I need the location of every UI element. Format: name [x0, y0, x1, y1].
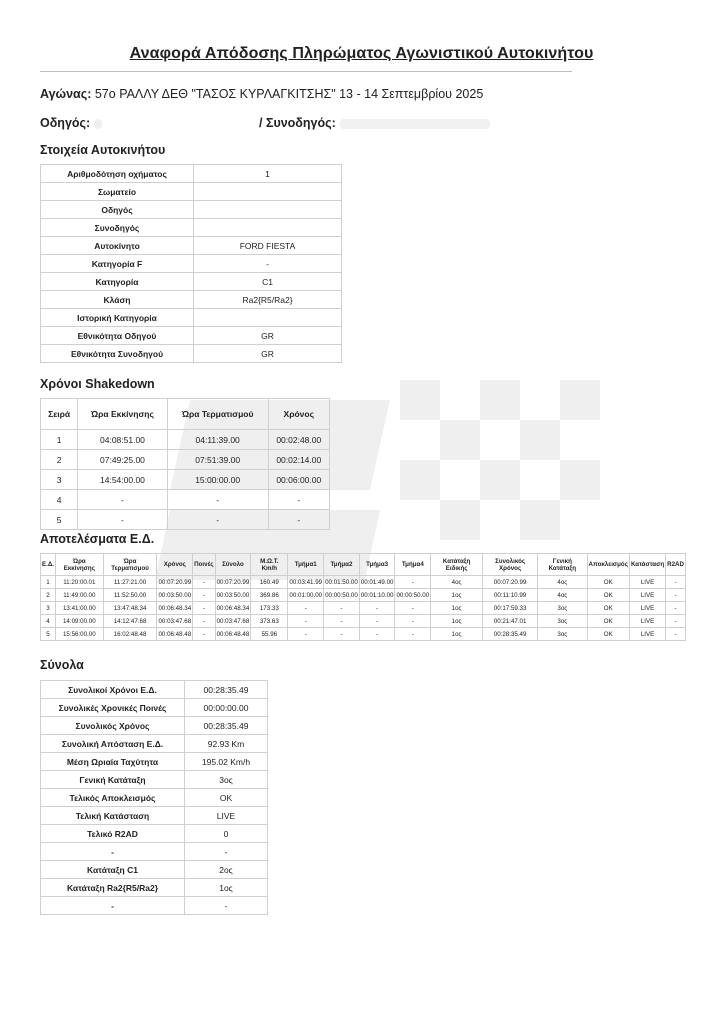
totals-row: [41, 843, 268, 861]
totals-label: Συνολικοί Χρόνοι Ε.Δ.: [41, 681, 185, 699]
crew-line: [40, 116, 600, 134]
totals-label: Μέση Ωριαία Ταχύτητα: [41, 753, 185, 771]
car-field-label: Κλάση: [41, 291, 194, 309]
car-row: [41, 183, 342, 201]
totals-value: 1ος: [185, 879, 268, 897]
car-field-value: Ra2{R5/Ra2}: [194, 291, 342, 309]
shakedown-cell: -: [167, 510, 268, 530]
shakedown-cell: 00:02:48.00: [268, 430, 329, 450]
table-row: [41, 470, 330, 490]
results-cell: 00:06:48.34: [157, 602, 193, 615]
results-cell: 1ος: [431, 615, 483, 628]
results-cell: -: [359, 628, 395, 641]
results-cell: 00:11:10.99: [483, 589, 538, 602]
results-cell: -: [193, 576, 215, 589]
driver-name-redacted: [94, 119, 102, 129]
car-field-value: GR: [194, 327, 342, 345]
results-cell: 00:07:20.99: [215, 576, 251, 589]
results-cell: -: [395, 628, 431, 641]
results-cell: 00:01:00.00: [288, 589, 324, 602]
results-cell: 1ος: [431, 602, 483, 615]
codriver-name-redacted: [340, 119, 490, 129]
results-cell: -: [395, 602, 431, 615]
results-cell: -: [193, 615, 215, 628]
results-cell: -: [324, 602, 360, 615]
results-cell: 00:03:50.00: [215, 589, 251, 602]
results-cell: 00:03:47.68: [157, 615, 193, 628]
results-cell: OK: [587, 589, 629, 602]
results-cell: -: [193, 602, 215, 615]
car-section-title: Στοιχεία Αυτοκινήτου: [40, 143, 166, 157]
car-row: [41, 165, 342, 183]
totals-label: Συνολικές Χρονικές Ποινές: [41, 699, 185, 717]
results-header: R2AD: [666, 554, 686, 576]
results-cell: -: [666, 589, 686, 602]
results-cell: OK: [587, 628, 629, 641]
car-field-value: C1: [194, 273, 342, 291]
totals-label: Τελικό R2AD: [41, 825, 185, 843]
shakedown-header: Ώρα Τερματισμού: [167, 399, 268, 430]
results-cell: 00:06:48.48: [157, 628, 193, 641]
results-cell: 00:17:59.33: [483, 602, 538, 615]
results-header: Αποκλεισμός: [587, 554, 629, 576]
car-field-value: [194, 309, 342, 327]
totals-row: [41, 699, 268, 717]
totals-value: 00:28:35.49: [185, 717, 268, 735]
results-header: Ώρα Τερματισμού: [103, 554, 157, 576]
results-cell: -: [288, 615, 324, 628]
results-cell: 14:09:00.00: [56, 615, 104, 628]
shakedown-cell: 07:49:25.00: [78, 450, 168, 470]
results-cell: 11:27:21.00: [103, 576, 157, 589]
shakedown-cell: 00:06:00.00: [268, 470, 329, 490]
car-field-label: Συνοδηγός: [41, 219, 194, 237]
results-cell: 00:00:50.00: [324, 589, 360, 602]
totals-row: [41, 825, 268, 843]
results-cell: LIVE: [629, 576, 665, 589]
totals-value: -: [185, 897, 268, 915]
car-row: [41, 237, 342, 255]
totals-row: [41, 771, 268, 789]
totals-label: Συνολικός Χρόνος: [41, 717, 185, 735]
results-cell: 1: [41, 576, 56, 589]
results-header: Ε.Δ.: [41, 554, 56, 576]
totals-row: [41, 861, 268, 879]
results-section-title: Αποτελέσματα Ε.Δ.: [40, 532, 155, 546]
table-row: [41, 576, 686, 589]
car-field-label: Εθνικότητα Συνοδηγού: [41, 345, 194, 363]
results-cell: 00:21:47.01: [483, 615, 538, 628]
results-cell: OK: [587, 576, 629, 589]
event-line: [40, 87, 483, 101]
car-field-value: FORD FIESTA: [194, 237, 342, 255]
results-cell: -: [193, 628, 215, 641]
results-cell: 55.96: [251, 628, 288, 641]
results-cell: -: [324, 628, 360, 641]
totals-row: [41, 897, 268, 915]
results-cell: 5: [41, 628, 56, 641]
table-row: [41, 450, 330, 470]
results-header: Συνολικός Χρόνος: [483, 554, 538, 576]
car-field-value: [194, 219, 342, 237]
shakedown-cell: 4: [41, 490, 78, 510]
results-cell: 15:56:00.00: [56, 628, 104, 641]
results-cell: 00:01:50.00: [324, 576, 360, 589]
results-cell: 3ος: [538, 615, 587, 628]
results-header-row: [41, 554, 686, 576]
totals-row: [41, 681, 268, 699]
totals-value: 2ος: [185, 861, 268, 879]
totals-value: -: [185, 843, 268, 861]
results-cell: -: [324, 615, 360, 628]
shakedown-table: [40, 398, 330, 530]
shakedown-cell: 00:02:14.00: [268, 450, 329, 470]
results-cell: 160.49: [251, 576, 288, 589]
results-cell: 14:12:47.68: [103, 615, 157, 628]
results-cell: -: [666, 628, 686, 641]
results-cell: 00:03:50.00: [157, 589, 193, 602]
results-cell: OK: [587, 615, 629, 628]
totals-value: 92.93 Km: [185, 735, 268, 753]
results-cell: 11:49:00.00: [56, 589, 104, 602]
results-cell: 373.63: [251, 615, 288, 628]
totals-label: Τελικός Αποκλεισμός: [41, 789, 185, 807]
shakedown-cell: 04:08:51.00: [78, 430, 168, 450]
results-cell: -: [395, 615, 431, 628]
car-row: [41, 219, 342, 237]
shakedown-section-title: Χρόνοι Shakedown: [40, 377, 155, 391]
results-cell: -: [666, 602, 686, 615]
results-cell: 4ος: [538, 589, 587, 602]
results-header: Κατάταξη Ειδικής: [431, 554, 483, 576]
shakedown-cell: 04:11:39.00: [167, 430, 268, 450]
totals-label: Κατάταξη C1: [41, 861, 185, 879]
car-field-label: Αριθμοδότηση οχήματος: [41, 165, 194, 183]
results-cell: -: [666, 576, 686, 589]
totals-row: [41, 789, 268, 807]
results-cell: -: [193, 589, 215, 602]
results-header: Κατάσταση: [629, 554, 665, 576]
car-field-value: -: [194, 255, 342, 273]
totals-section-title: Σύνολα: [40, 658, 84, 672]
car-field-label: Κατηγορία F: [41, 255, 194, 273]
car-row: [41, 327, 342, 345]
car-field-value: GR: [194, 345, 342, 363]
shakedown-header: Σειρά: [41, 399, 78, 430]
results-cell: -: [359, 602, 395, 615]
totals-row: [41, 753, 268, 771]
car-field-value: 1: [194, 165, 342, 183]
results-cell: 16:02:48.48: [103, 628, 157, 641]
driver-label: Οδηγός:: [40, 116, 91, 130]
results-cell: 11:20:00.01: [56, 576, 104, 589]
results-cell: 4: [41, 615, 56, 628]
results-cell: 00:00:50.00: [395, 589, 431, 602]
shakedown-header-row: [41, 399, 330, 430]
shakedown-header: Χρόνος: [268, 399, 329, 430]
results-cell: OK: [587, 602, 629, 615]
results-header: Ώρα Εκκίνησης: [56, 554, 104, 576]
car-details-table: [40, 164, 342, 363]
table-row: [41, 510, 330, 530]
car-row: [41, 309, 342, 327]
results-header: Τμήμα1: [288, 554, 324, 576]
results-header: Χρόνος: [157, 554, 193, 576]
results-cell: -: [288, 628, 324, 641]
results-header: Τμήμα4: [395, 554, 431, 576]
car-field-label: Οδηγός: [41, 201, 194, 219]
results-cell: 00:01:10.00: [359, 589, 395, 602]
table-row: [41, 602, 686, 615]
table-row: [41, 615, 686, 628]
results-cell: 1ος: [431, 628, 483, 641]
results-header: Γενική Κατάταξη: [538, 554, 587, 576]
title-divider: [40, 71, 572, 72]
codriver-label: / Συνοδηγός:: [259, 116, 336, 130]
shakedown-cell: 1: [41, 430, 78, 450]
car-row: [41, 345, 342, 363]
results-cell: 00:03:47.68: [215, 615, 251, 628]
shakedown-cell: 5: [41, 510, 78, 530]
results-cell: 00:07:20.99: [157, 576, 193, 589]
results-cell: 00:03:41.99: [288, 576, 324, 589]
shakedown-cell: 2: [41, 450, 78, 470]
totals-value: 00:00:00.00: [185, 699, 268, 717]
results-header: Τμήμα2: [324, 554, 360, 576]
table-row: [41, 628, 686, 641]
results-cell: 1ος: [431, 589, 483, 602]
car-row: [41, 273, 342, 291]
results-cell: LIVE: [629, 589, 665, 602]
car-field-value: [194, 201, 342, 219]
car-field-label: Σωματείο: [41, 183, 194, 201]
results-cell: LIVE: [629, 628, 665, 641]
results-cell: 173.33: [251, 602, 288, 615]
results-cell: 3ος: [538, 628, 587, 641]
totals-label: -: [41, 897, 185, 915]
table-row: [41, 490, 330, 510]
results-cell: LIVE: [629, 602, 665, 615]
results-cell: 13:41:00.00: [56, 602, 104, 615]
results-cell: -: [666, 615, 686, 628]
results-header: Ποινές: [193, 554, 215, 576]
results-cell: 00:28:35.49: [483, 628, 538, 641]
results-cell: 00:06:48.34: [215, 602, 251, 615]
table-row: [41, 430, 330, 450]
car-row: [41, 201, 342, 219]
results-cell: 4ος: [431, 576, 483, 589]
results-header: Τμήμα3: [359, 554, 395, 576]
totals-label: Γενική Κατάταξη: [41, 771, 185, 789]
results-header: Σύνολο: [215, 554, 251, 576]
totals-value: OK: [185, 789, 268, 807]
car-field-value: [194, 183, 342, 201]
shakedown-cell: -: [268, 490, 329, 510]
results-header: Μ.Ω.Τ. Km/h: [251, 554, 288, 576]
car-field-label: Κατηγορία: [41, 273, 194, 291]
totals-value: LIVE: [185, 807, 268, 825]
results-cell: 3ος: [538, 602, 587, 615]
totals-row: [41, 879, 268, 897]
totals-label: -: [41, 843, 185, 861]
shakedown-header: Ώρα Εκκίνησης: [78, 399, 168, 430]
shakedown-cell: 14:54:00.00: [78, 470, 168, 490]
totals-label: Κατάταξη Ra2{R5/Ra2}: [41, 879, 185, 897]
event-label: Αγώνας:: [40, 87, 92, 101]
shakedown-cell: -: [268, 510, 329, 530]
results-cell: -: [359, 615, 395, 628]
totals-value: 00:28:35.49: [185, 681, 268, 699]
totals-table: [40, 680, 268, 915]
results-cell: 13:47:48.34: [103, 602, 157, 615]
totals-value: 3ος: [185, 771, 268, 789]
results-cell: 00:06:48.48: [215, 628, 251, 641]
car-field-label: Εθνικότητα Οδηγού: [41, 327, 194, 345]
shakedown-cell: 15:00:00.00: [167, 470, 268, 490]
car-row: [41, 255, 342, 273]
car-field-label: Αυτοκίνητο: [41, 237, 194, 255]
totals-row: [41, 735, 268, 753]
results-cell: 11:52:50.00: [103, 589, 157, 602]
totals-value: 195.02 Km/h: [185, 753, 268, 771]
results-cell: 369.86: [251, 589, 288, 602]
car-row: [41, 291, 342, 309]
totals-label: Συνολική Απόσταση Ε.Δ.: [41, 735, 185, 753]
event-value: 57ο ΡΑΛΛΥ ΔΕΘ "ΤΑΣΟΣ ΚΥΡΛΑΓΚΙΤΣΗΣ" 13 - 14 Σεπτεμβρίου 2025: [94, 87, 484, 101]
results-cell: 3: [41, 602, 56, 615]
totals-value: 0: [185, 825, 268, 843]
results-cell: 00:01:49.00: [359, 576, 395, 589]
table-row: [41, 589, 686, 602]
shakedown-cell: -: [167, 490, 268, 510]
results-cell: 4ος: [538, 576, 587, 589]
totals-row: [41, 807, 268, 825]
results-cell: -: [288, 602, 324, 615]
results-table: [40, 553, 686, 641]
results-cell: -: [395, 576, 431, 589]
shakedown-cell: -: [78, 490, 168, 510]
shakedown-cell: 07:51:39.00: [167, 450, 268, 470]
results-cell: 00:07:20.99: [483, 576, 538, 589]
shakedown-cell: -: [78, 510, 168, 530]
totals-label: Τελική Κατάσταση: [41, 807, 185, 825]
shakedown-cell: 3: [41, 470, 78, 490]
results-cell: 2: [41, 589, 56, 602]
results-cell: LIVE: [629, 615, 665, 628]
report-title: Αναφορά Απόδοσης Πληρώματος Αγωνιστικού Αυτοκινήτου: [129, 45, 594, 62]
totals-row: [41, 717, 268, 735]
car-field-label: Ιστορική Κατηγορία: [41, 309, 194, 327]
